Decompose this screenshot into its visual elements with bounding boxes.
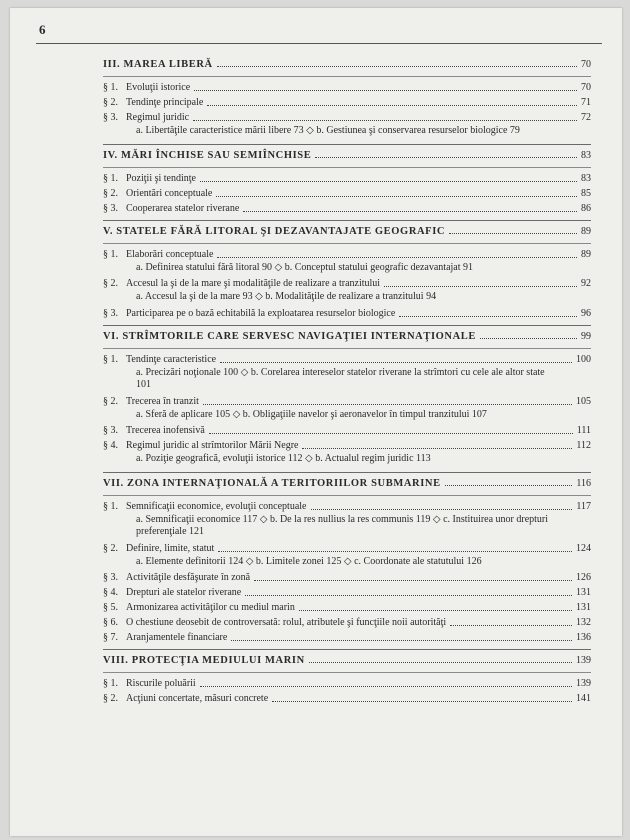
- paragraph-symbol: § 6.: [103, 617, 118, 628]
- dot-leader: [315, 157, 577, 158]
- chapter-heading: [103, 476, 591, 496]
- toc-entry: [103, 186, 591, 201]
- chapter-heading: [103, 148, 591, 168]
- paragraph-symbol: § 1.: [103, 678, 118, 689]
- dot-leader: [200, 686, 572, 687]
- entry-page-number: 72: [581, 112, 591, 123]
- chapter-title: VIII. PROTECŢIA MEDIULUI MARIN: [103, 655, 305, 666]
- toc-entry: [103, 438, 591, 453]
- entry-page-number: 139: [576, 678, 591, 689]
- subentries: a. Accesul la şi de la mare 93 ◇ b. Modalităţile de realizare a tranzitului 94: [136, 291, 437, 302]
- entry-title: Tendinţe caracteristice: [126, 353, 217, 365]
- dot-leader: [449, 233, 577, 234]
- paragraph-symbol: § 7.: [103, 632, 118, 643]
- header-rule: [36, 43, 602, 44]
- entry-title: Poziţii şi tendinţe: [126, 172, 196, 184]
- page-number: 6: [39, 22, 46, 37]
- entry-page-number: 126: [576, 572, 591, 583]
- paragraph-symbol: § 3.: [103, 112, 118, 123]
- paragraph-symbol: § 2.: [103, 97, 118, 108]
- dot-leader: [218, 551, 572, 552]
- chapter-title: V. STATELE FĂRĂ LITORAL ŞI DEZAVANTAJATE GEOGRAFIC: [103, 225, 446, 237]
- toc-entry: [103, 247, 591, 262]
- entry-page-number: 111: [576, 425, 591, 436]
- toc-entry: [103, 676, 591, 691]
- entry-title: Accesul la şi de la mare şi modalităţile de realizare a tranzitului: [126, 278, 381, 289]
- entry-title: Drepturi ale statelor riverane: [126, 587, 242, 598]
- dot-leader: [311, 509, 573, 510]
- entry-title: Trecerea în tranzit: [126, 395, 199, 407]
- dot-leader: [245, 595, 572, 596]
- dot-leader: [194, 90, 577, 91]
- chapter-page-number: 139: [576, 655, 591, 666]
- chapter-heading: [103, 224, 591, 244]
- entry-page-number: 71: [581, 97, 591, 108]
- toc-entry: [103, 352, 591, 367]
- chapter-heading: [103, 653, 591, 673]
- paragraph-symbol: § 2.: [103, 278, 118, 289]
- entry-title: Trecerea inofensivă: [126, 425, 205, 436]
- paragraph-symbol: § 1.: [103, 353, 118, 365]
- dot-leader: [384, 286, 577, 287]
- paragraph-symbol: § 3.: [103, 202, 118, 214]
- entry-page-number: 105: [576, 395, 591, 407]
- paragraph-symbol: § 2.: [103, 542, 118, 554]
- subentries: a. Precizări noţionale 100 ◇ b. Corelarea intereselor statelor riverane la strîmtori cu cele ale altor state 101: [136, 366, 545, 390]
- entry-title: Armonizarea activităţilor cu mediul marin: [126, 602, 295, 613]
- dot-leader: [445, 485, 573, 486]
- toc-entry: [103, 585, 591, 600]
- dot-leader: [480, 338, 577, 339]
- entry-title: Activităţile desfăşurate în zonă: [126, 572, 251, 583]
- paragraph-symbol: § 2.: [103, 395, 118, 407]
- paragraph-symbol: § 3.: [103, 425, 118, 436]
- entry-page-number: 131: [576, 587, 591, 598]
- dot-leader: [193, 120, 577, 121]
- toc-entry: [103, 691, 591, 706]
- dot-leader: [217, 257, 577, 258]
- toc-entry: [103, 423, 591, 438]
- toc-section: [103, 221, 591, 326]
- toc-entry: [103, 615, 591, 630]
- paragraph-symbol: § 3.: [103, 572, 118, 583]
- toc-entry: [103, 306, 591, 321]
- chapter-page-number: 99: [581, 330, 591, 342]
- toc-entry: [103, 80, 591, 95]
- dot-leader: [254, 580, 572, 581]
- chapter-page-number: 83: [581, 149, 591, 161]
- chapter-title: VII. ZONA INTERNAŢIONALĂ A TERITORIILOR SUBMARINE: [103, 477, 441, 489]
- dot-leader: [450, 625, 572, 626]
- toc-entry: [103, 541, 591, 556]
- dot-leader: [203, 404, 572, 405]
- toc-entry: [103, 201, 591, 216]
- entry-page-number: 124: [576, 542, 591, 554]
- toc-section: [103, 54, 591, 145]
- entry-title: Acţiuni concertate, măsuri concrete: [126, 693, 269, 704]
- subentries: a. Libertăţile caracteristice mării libere 73 ◇ b. Gestiunea şi conservarea resurselor biologice 79: [136, 125, 520, 136]
- entry-title: Participarea pe o bază echitabilă la exploatarea resurselor biologice: [126, 307, 396, 319]
- toc-section: [103, 326, 591, 473]
- paragraph-symbol: § 4.: [103, 587, 118, 598]
- paragraph-symbol: § 2.: [103, 693, 118, 704]
- toc-entry: [103, 95, 591, 110]
- toc-entry: [103, 394, 591, 409]
- subentries: a. Definirea statului fără litoral 90 ◇ b. Conceptul statului geografic dezavantajat 91: [136, 261, 474, 273]
- dot-leader: [217, 66, 577, 67]
- toc-section: [103, 145, 591, 221]
- entry-title: Elaborări conceptuale: [126, 248, 214, 260]
- paragraph-symbol: § 2.: [103, 187, 118, 199]
- entry-page-number: 100: [576, 353, 591, 365]
- toc-entry: [103, 630, 591, 645]
- chapter-heading: [103, 57, 591, 77]
- dot-leader: [207, 105, 577, 106]
- entry-title: Semnificaţii economice, evoluţii conceptuale: [126, 500, 307, 512]
- table-of-contents: [103, 54, 591, 710]
- entry-page-number: 70: [581, 82, 591, 93]
- subentries: a. Semnificaţii economice 117 ◇ b. De la res nullius la res communis 119 ◇ c. Instituirea unor drepturi preferenţiale 121: [136, 513, 549, 537]
- chapter-page-number: 70: [581, 59, 591, 70]
- entry-title: Orientări conceptuale: [126, 187, 213, 199]
- entry-page-number: 117: [576, 500, 591, 512]
- dot-leader: [272, 701, 572, 702]
- entry-page-number: 136: [576, 632, 591, 643]
- paragraph-symbol: § 1.: [103, 172, 118, 184]
- entry-page-number: 92: [581, 278, 591, 289]
- entry-page-number: 131: [576, 602, 591, 613]
- entry-page-number: 96: [581, 307, 591, 319]
- chapter-title: IV. MĂRI ÎNCHISE SAU SEMIÎNCHISE: [103, 149, 312, 161]
- paragraph-symbol: § 3.: [103, 307, 118, 319]
- toc-section: [103, 650, 591, 710]
- dot-leader: [243, 211, 577, 212]
- entry-page-number: 132: [576, 617, 591, 628]
- entry-page-number: 89: [581, 248, 591, 260]
- entry-page-number: 83: [581, 172, 591, 184]
- paragraph-symbol: § 4.: [103, 440, 118, 451]
- toc-entry: [103, 600, 591, 615]
- paragraph-symbol: § 1.: [103, 500, 118, 512]
- toc-entry: [103, 171, 591, 186]
- toc-entry: [103, 110, 591, 125]
- subentries: a. Sferă de aplicare 105 ◇ b. Obligaţiile navelor şi aeronavelor în timpul tranzitului 107: [136, 408, 487, 420]
- entry-title: Regimul juridic: [126, 112, 190, 123]
- paragraph-symbol: § 1.: [103, 82, 118, 93]
- entry-title: Cooperarea statelor riverane: [126, 202, 240, 214]
- dot-leader: [399, 316, 577, 317]
- paragraph-symbol: § 1.: [103, 248, 118, 260]
- entry-title: Aranjamentele financiare: [126, 632, 228, 643]
- dot-leader: [302, 448, 572, 449]
- toc-entry: [103, 276, 591, 291]
- entry-page-number: 112: [576, 440, 591, 451]
- chapter-heading: [103, 329, 591, 349]
- entry-title: Evoluţii istorice: [126, 82, 191, 93]
- dot-leader: [231, 640, 572, 641]
- toc-entry: [103, 570, 591, 585]
- entry-page-number: 86: [581, 202, 591, 214]
- dot-leader: [209, 433, 573, 434]
- dot-leader: [309, 662, 572, 663]
- dot-leader: [216, 196, 577, 197]
- toc-entry: [103, 499, 591, 514]
- subentries: a. Poziţie geografică, evoluţii istorice 112 ◇ b. Actualul regim juridic 113: [136, 453, 431, 464]
- entry-title: O chestiune deosebit de controversată: rolul, atributele şi funcţiile noii autorităţi: [126, 617, 447, 628]
- entry-title: Riscurile poluării: [126, 678, 196, 689]
- entry-page-number: 85: [581, 187, 591, 199]
- dot-leader: [220, 362, 572, 363]
- dot-leader: [200, 181, 577, 182]
- chapter-page-number: 116: [576, 477, 591, 489]
- subentries: a. Elemente definitorii 124 ◇ b. Limitele zonei 125 ◇ c. Coordonate ale statutului 126: [136, 555, 482, 567]
- entry-title: Regimul juridic al strîmtorilor Mării Negre: [126, 440, 299, 451]
- paragraph-symbol: § 5.: [103, 602, 118, 613]
- book-page: [10, 8, 622, 836]
- entry-title: Definire, limite, statut: [126, 542, 215, 554]
- entry-page-number: 141: [576, 693, 591, 704]
- chapter-title: III. MAREA LIBERĂ: [103, 59, 213, 70]
- toc-section: [103, 473, 591, 651]
- entry-title: Tendinţe principale: [126, 97, 204, 108]
- chapter-page-number: 89: [581, 225, 591, 237]
- chapter-title: VI. STRÎMTORILE CARE SERVESC NAVIGAŢIEI INTERNAŢIONALE: [103, 330, 476, 342]
- dot-leader: [299, 610, 572, 611]
